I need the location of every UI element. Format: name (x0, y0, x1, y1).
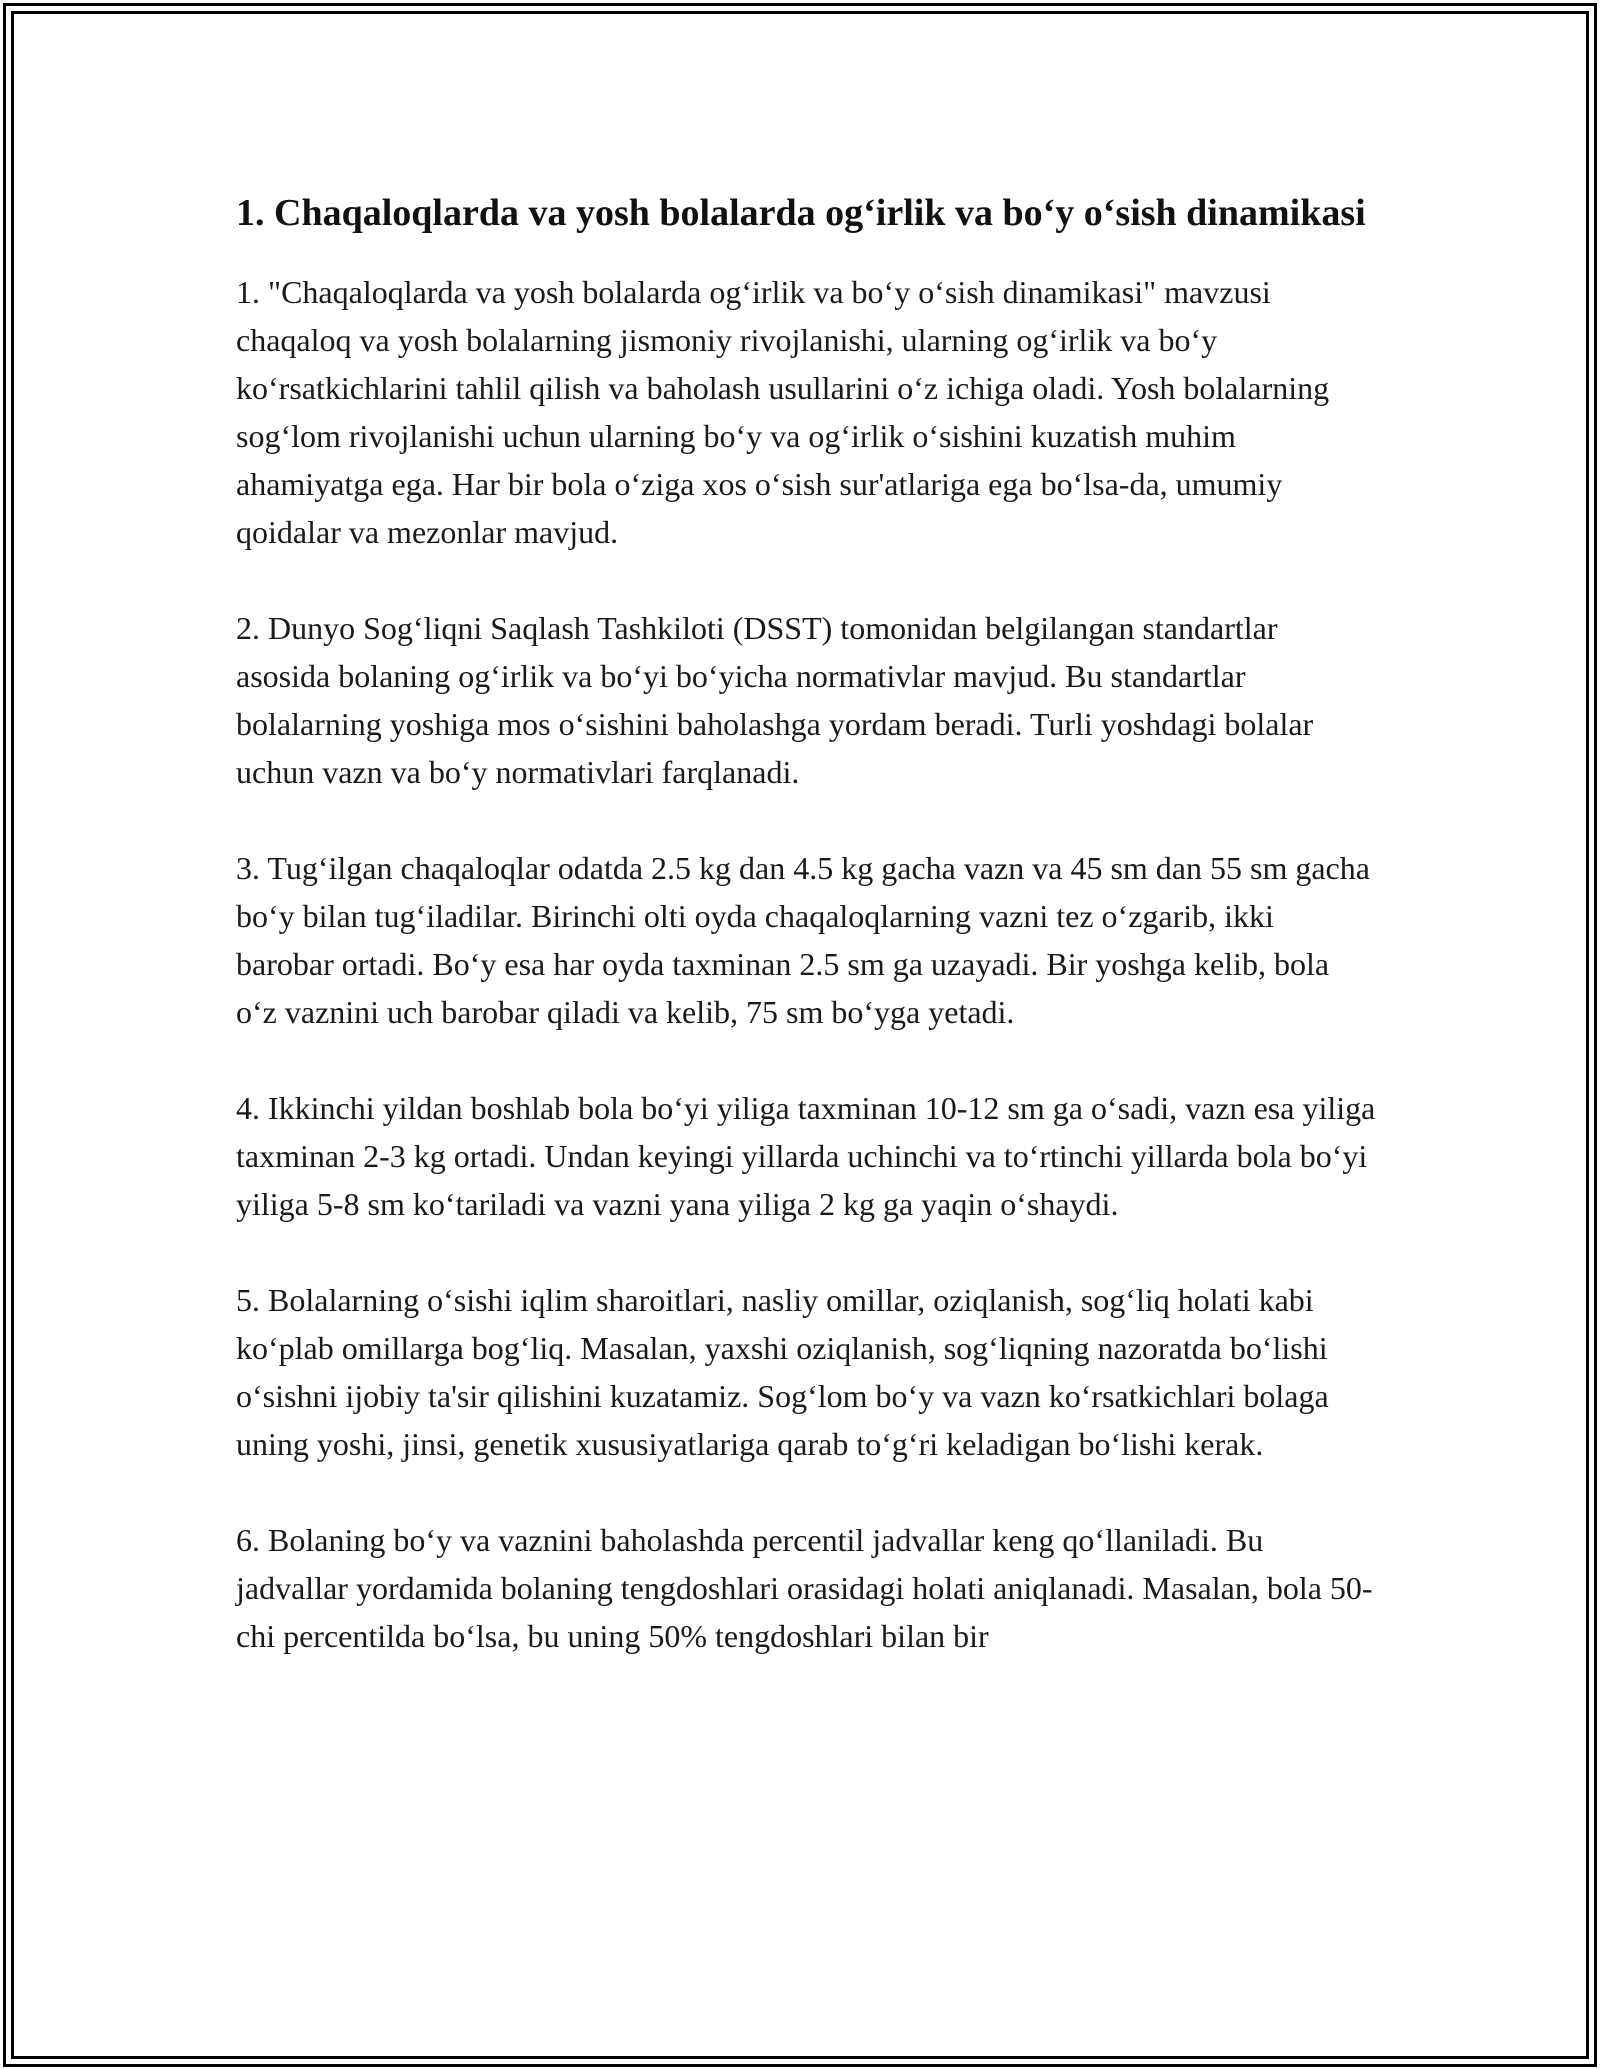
paragraph-2: 2. Dunyo Sog‘liqni Saqlash Tashkiloti (DSST) tomonidan belgilangan standartlar asosida bolaning og‘irlik va bo‘yi bo‘yicha normativlar mavjud. Bu standartlar bolalarning yoshiga mos o‘sishini baholashga yordam beradi. Turli yoshdagi bolalar uchun vazn va bo‘y normativlari farqlanadi. (236, 610, 1314, 790)
paragraph-1: 1. "Chaqaloqlarda va yosh bolalarda og‘irlik va bo‘y o‘sish dinamikasi" mavzusi chaqaloq va yosh bolalarning jismoniy rivojlanishi, ularning og‘irlik va bo‘y ko‘rsatkichlarini tahlil qilish va baholash usullarini o‘z ichiga oladi. Yosh bolalarning sog‘lom rivojlanishi uchun ularning bo‘y va og‘irlik o‘sishini kuzatish muhim ahamiyatga ega. Har bir bola o‘ziga xos o‘sish sur'atlariga ega bo‘lsa-da, umumiy qoidalar va mezonlar mavjud. (236, 274, 1330, 550)
paragraph-5: 5. Bolalarning o‘sishi iqlim sharoitlari, nasliy omillar, oziqlanish, sog‘liq holati kabi ko‘plab omillarga bog‘liq. Masalan, yaxshi oziqlanish, sog‘liqning nazoratda bo‘lishi o‘sishni ijobiy ta'sir qilishini kuzatamiz. Sog‘lom bo‘y va vazn ko‘rsatkichlari bolaga uning yoshi, jinsi, genetik xususiyatlariga qarab to‘g‘ri keladigan bo‘lishi kerak. (236, 1282, 1329, 1462)
document-body (236, 186, 1376, 1708)
paragraph-6: 6. Bolaning bo‘y va vaznini baholashda percentil jadvallar keng qo‘llaniladi. Bu jadvallar yordamida bolaning tengdoshlari orasidagi holati aniqlanadi. Masalan, bola 50-chi percentilda bo‘lsa, bu uning 50% tengdoshlari bilan bir (236, 1522, 1373, 1654)
paragraph-4: 4. Ikkinchi yildan boshlab bola bo‘yi yiliga taxminan 10-12 sm ga o‘sadi, vazn esa yiliga taxminan 2-3 kg ortadi. Undan keyingi yillarda uchinchi va to‘rtinchi yillarda bola bo‘yi yiliga 5-8 sm ko‘tariladi va vazni yana yiliga 2 kg ga yaqin o‘shaydi. (236, 1090, 1376, 1222)
document-title: 1. Chaqaloqlarda va yosh bolalarda og‘irlik va bo‘y o‘sish dinamikasi (236, 192, 1366, 234)
paragraph-3: 3. Tug‘ilgan chaqaloqlar odatda 2.5 kg dan 4.5 kg gacha vazn va 45 sm dan 55 sm gacha bo‘y bilan tug‘iladilar. Birinchi olti oyda chaqaloqlarning vazni tez o‘zgarib, ikki barobar ortadi. Bo‘y esa har oyda taxminan 2.5 sm ga uzayadi. Bir yoshga kelib, bola o‘z vaznini uch barobar qiladi va kelib, 75 sm bo‘yga yetadi. (236, 850, 1370, 1030)
